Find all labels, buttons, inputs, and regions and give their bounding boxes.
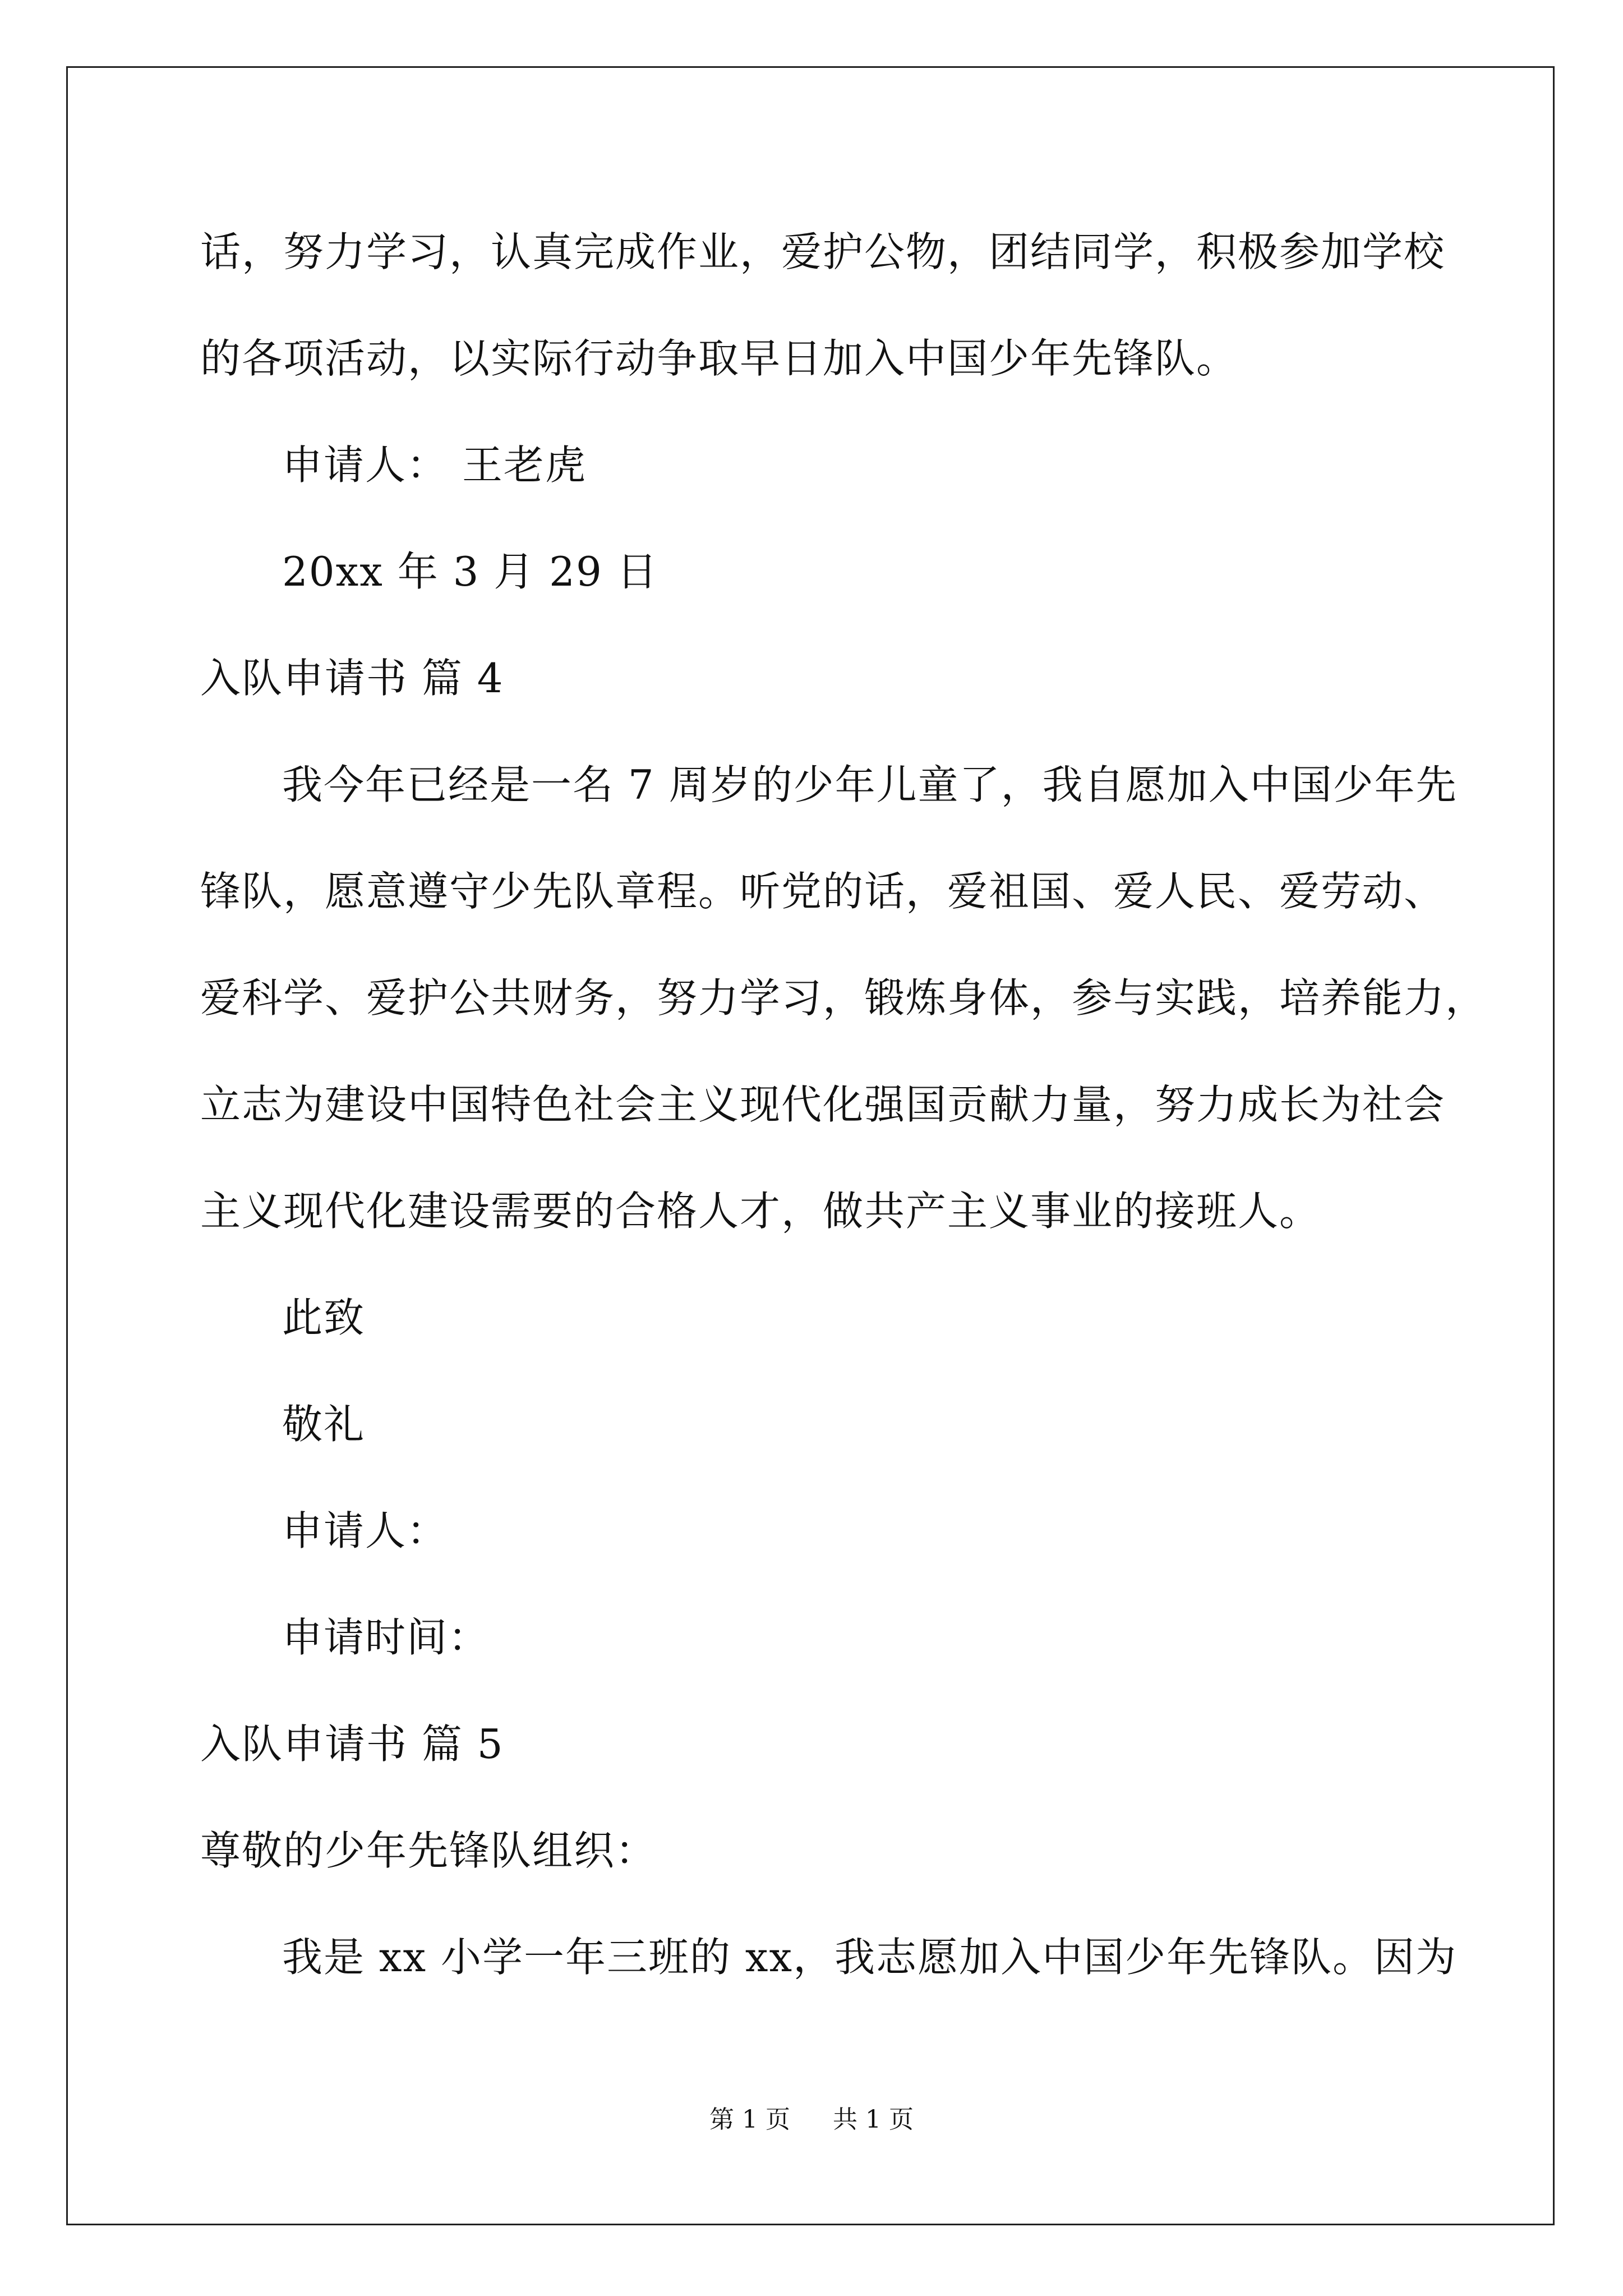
section-heading: 入队申请书 篇 5	[200, 1720, 504, 1768]
paragraph-line: 主义现代化建设需要的合格人才，做共产主义事业的接班人。	[200, 1188, 1321, 1235]
date-line: 20xx 年 3 月 29 日	[282, 548, 658, 595]
applicant-line: 申请人： 王老虎	[282, 441, 587, 489]
page-number-total: 共 1 页	[833, 2105, 914, 2134]
section-heading: 入队申请书 篇 4	[200, 655, 504, 702]
paragraph-line: 爱科学、爱护公共财务，努力学习，锻炼身体，参与实践，培养能力，	[200, 974, 1487, 1022]
closing-line: 此致	[282, 1294, 366, 1341]
applicant-line: 申请人：	[282, 1507, 449, 1554]
salutation-line: 尊敬的少年先锋队组织：	[200, 1827, 657, 1874]
closing-line: 敬礼	[282, 1401, 366, 1448]
paragraph-line: 锋队，愿意遵守少先队章程。听党的话，爱祖国、爱人民、爱劳动、	[200, 868, 1446, 915]
page-number-current: 第 1 页	[709, 2105, 790, 2134]
paragraph-line: 我今年已经是一名 7 周岁的少年儿童了，我自愿加入中国少年先	[282, 761, 1458, 808]
page-footer	[0, 2105, 1623, 2134]
paragraph-line: 立志为建设中国特色社会主义现代化强国贡献力量，努力成长为社会	[200, 1081, 1446, 1128]
application-time-line: 申请时间：	[282, 1614, 490, 1661]
paragraph-line: 我是 xx 小学一年三班的 xx，我志愿加入中国少年先锋队。因为	[282, 1934, 1458, 1981]
page-border	[66, 66, 1555, 2225]
paragraph-line: 的各项活动，以实际行动争取早日加入中国少年先锋队。	[200, 335, 1238, 382]
paragraph-line: 话，努力学习，认真完成作业，爱护公物，团结同学，积极参加学校	[200, 228, 1446, 275]
